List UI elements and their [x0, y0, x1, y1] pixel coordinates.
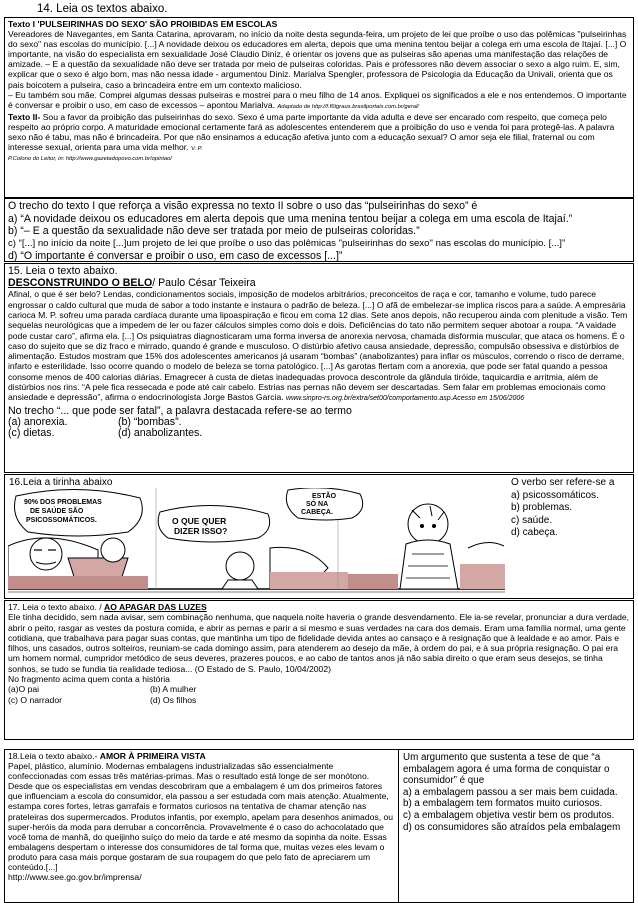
q16-option-a[interactable]: a) psicossomáticos.	[511, 489, 599, 501]
q17-option-c[interactable]: (c) O narrador	[8, 694, 62, 705]
q16-heading: 16.Leia a tirinha abaixo	[9, 477, 113, 488]
q15-option-c[interactable]: (c) dietas.	[8, 427, 55, 440]
q18-text-column	[5, 750, 399, 903]
q17-option-a[interactable]: (a)O pai	[8, 684, 40, 695]
q15-option-b[interactable]: (b) “bombas”.	[118, 415, 182, 428]
q16-question-panel	[511, 477, 631, 540]
q17-heading-line	[8, 602, 630, 612]
q18-body: Papel, plástico, alumínio. Modernas embalagens industrializadas são essencialmente confeccionadas com essas três matérias-primas. Mas o resultado está longe de ser monótono. Desde que os especialistas em vendas descobriram que a embalagem é um dos primeiros fatores que influenciam a escola do consumidor, ela passou a ser estudada com mais atenção. Atualmente, estampa cores fortes, letras garrafais e formatos curiosos na tentativa de chamar atenção nas prateleiras dos supermercados. Produtos infantis, por exemplo, apelam para desenhos animados, ou super-heróis da moda para derrubar a concorrência. Provavelmente é o caso do achocolatado que você toma de manhã, do queijinho suíço do meio da tarde e até mesmo da sopinha da noite. Essas embalagens despertam o interesse dos consumidores de tal forma que, muitas vezes eles levam o produto para casa mais porque gostaram de sua roupagem do que pelo fato de apreciarem um conteúdo.[...]	[8, 761, 394, 873]
q17-option-b[interactable]: (b) A mulher	[150, 684, 197, 695]
balloon-1-text: 90% DOS PROBLEMAS DE SAÚDE SÃO PSICOSSOMÁTICOS.	[24, 499, 102, 524]
q15-options	[8, 417, 630, 440]
q14-text2-author: V. P.	[190, 146, 203, 153]
q14-text1-body: Vereadores de Navegantes, em Santa Catarina, aprovaram, no início da noite desta segunda-feira, um projeto de lei que proíbe o uso das polêmicas "pulseirinhas do sexo" nas escolas do município. [...] A novidade deixou os educadores em alerta, depois que uma menina tentou beijar a colega em uma escola de Itajaí. [...] O importante, na visão do especialista em sexualidade José Claudio Diniz, é orientar os jovens que as pulseiras são apenas uma manifestação das relações de amizade. – E a questão da sexualidade não deve ser tratada por meio de pulseiras coloridas. Pais e professores não devem associar o sexo a algo ruim. E, sim, explicar que o sexo é algo bom, mas não nessa idade - argumentou Diniz. Marialva Spengler, professora de Psicologia da Educação da Univali, orienta que os pais boicotem a pulseira, caso a brincadeira entre em um contexto malicioso.	[8, 29, 627, 90]
q15-heading: 15. Leia o texto abaixo.	[8, 265, 118, 277]
q14-option-a[interactable]: a) “A novidade deixou os educadores em alerta depois que uma menina tentou beijar a colega em uma escola de Itajaí.”	[8, 212, 573, 225]
q18-option-b[interactable]: b) a embalagem tem formatos muito curiosos.	[403, 798, 603, 810]
q14-texts-box	[4, 17, 634, 198]
q18-option-d[interactable]: d) os consumidores são atraídos pela embalagem	[403, 821, 621, 833]
q14-option-c[interactable]: c) “[...] no início da noite [...]um projeto de lei que proíbe o uso das polêmicas "pulseirinhas do sexo" nas escolas do município. [...]”	[8, 237, 566, 249]
q16-option-d[interactable]: d) cabeça.	[511, 527, 558, 538]
q18-question-column	[403, 750, 631, 835]
q15-title-line	[8, 277, 630, 289]
q18-option-c[interactable]: c) a embalagem objetiva vestir bem os produtos.	[403, 809, 615, 821]
q14-question-box	[4, 198, 634, 262]
q14-text2-source: P.Colono do Leitor, in: http://www.gazetadopovo.com.br/opiniao/	[8, 156, 172, 163]
q14-text2	[8, 112, 630, 154]
q18-question: Um argumento que sustenta a tese de que “a embalagem agora é uma forma de conquistar o consumidor” é que	[403, 752, 610, 787]
q17-body: Ele tinha decidido, sem nada avisar, sem combinação nenhuma, que naquela noite haveria o grande desvendamento. Ele ia-se revelar, pronunciar a dura verdade, abrir o peito, rasgar as vestes da postura comida, e abrir as pernas e parir a si mesmo e suas verdades na cara dos demais. Eram uma família normal, uma gente cotidiana, que trabalhava para pagar suas contas, que mantinha um tipo de fidelidade devida antes ao cansaço e à resignação que à lealdade e ao amor. Pais e filhos, uns casados, outros solteiros, reuniam-se cada domingo assim, para atenderem ao desejo da mãe, à ordem do pai, e à sua própria resignação. O pai era um homem normal, cumpridor metódico de seus deveres, prazeres poucos, e ao cabo de tantos anos já não sabia direito o que eram seus desejos, se tinha sonhos, se tudo se fundia tia realidade tediosa... (O Estado de S. Paulo, 10/04/2002)	[8, 612, 630, 674]
q14-question: O trecho do texto I que reforça a visão expressa no texto II sobre o uso das “pulseirinhas do sexo” é	[8, 200, 478, 212]
q15-option-d[interactable]: (d) anabolizantes.	[118, 427, 203, 440]
q17-option-d[interactable]: (d) Os filhos	[150, 694, 197, 705]
q15-body	[8, 289, 630, 404]
q17-heading: 17. Leia o texto abaixo. /	[8, 602, 102, 612]
q17-question: No fragmento acima quem conta a história	[8, 674, 170, 685]
q18-box	[4, 749, 634, 903]
q18-title: AMOR À PRIMEIRA VISTA	[99, 751, 206, 761]
q15-author: / Paulo César Teixeira	[152, 277, 256, 290]
q18-option-a[interactable]: a) a embalagem passou a ser mais bem cuidada.	[403, 786, 618, 798]
q15-title: DESCONSTRUINDO O BELO	[8, 277, 153, 290]
q16-option-c[interactable]: c) saúde.	[511, 514, 553, 526]
q16-box	[4, 474, 634, 599]
balloon-2-text: O QUE QUER DIZER ISSO?	[172, 516, 228, 536]
q18-heading: 18.Leia o texto abaixo.-	[8, 751, 98, 761]
q15-option-a[interactable]: (a) anorexia.	[8, 415, 68, 428]
q15-source: www.sinpro-rs.org.br/extra/set00/comportamento.asp.Acesso em 15/06/2006	[286, 395, 525, 403]
q14-option-b[interactable]: b) “– E a questão da sexualidade não deve ser tratada por meio de pulseiras coloridas.”	[8, 225, 420, 238]
q14-text2-body: Sou a favor da proibição das pulseirinhas do sexo. Sexo é uma parte importante da vida adulta e deve ser encarado com respeito, que começa pelo respeito ao próprio corpo. A maturidade emocional certamente fará as adolescentes entenderem que a proibição do uso e venda foi para protegê-las. A palavra sexo não é tabu, mas não é brincadeira. Por que não ensinamos a educação afetiva junto com a educação sexual? O amor seja ele filial, fraternal ou com interesse sexual, orienta para uma vida melhor.	[8, 111, 615, 153]
q17-title: AO APAGAR DAS LUZES	[104, 602, 207, 612]
q14-text1-source: Adaptado de http://f.f6tgraus.brasilportais.com.br/geral/	[277, 103, 419, 110]
comic-strip-image	[8, 488, 505, 597]
q17-options	[8, 684, 630, 704]
q15-body-text: Afinal, o que é ser belo? Lendas, condicionamentos sociais, imposição de modelos arbitrários, preconceitos de raça e cor, tamanho e volume, tudo parece engrossar o caldo cultural que muda de sabor a todo instante e instaura o padrão de beleza. [...] O afã de embelezar-se implica riscos para a saúde. A empresária carioca M. P. sofreu uma parada cardíaca durante uma lipoaspiração e ficou em coma 12 dias. Sete anos depois, não recuperou ainda com plenitude a visão. Tem sequelas neurológicas que a impedem de ler ou fazer cálculos simples como dois e dois. Deficiências do tato não permitem sequer abotoar a roupa. “A vaidade pode custar caro”, afirma ela. [...] Os psiquiatras diagnosticaram uma forma inversa de anorexia nervosa, chamada disformia muscular, que ataca os homens. É o caso do sujeito que se diz fraco e mirrado, quando é grande e musculoso. O distúrbio afetivo causa ansiedade, depressão, compulsão obsessiva e distúrbios de alimentação. Estudos mostram que 15% dos adolescentes americanos já usaram “bombas” (anabolizantes) para inflar os músculos, correndo o risco de derrame, infarto e esterilidade. Isso ocorre quando o modelo de beleza se torna patológico. [...] As garotas flertam com a anorexia, que pode ser fatal quando a pessoa consome menos de 400 calorias diárias. Emagrecer à custa de dietas inadequadas provoca descontrole da glândula tiróide, taquicardia e arritmia, além de distúrbios nos rins. “A pele fica ressecada e pode até cair cabelo. Estrias nas pernas não devem ser descartadas. Sem falar em problemas emocionais como ansiedade e depressão”, afirma o endocrinologista Jorge Bastos Garcia.	[8, 289, 628, 403]
q15-question: No trecho “... que pode ser fatal”, a palavra destacada refere-se ao termo	[8, 404, 352, 417]
balloon-3-text: ESTÃO SÓ NA CABEÇA.	[301, 493, 337, 516]
q14-text1-body2	[8, 90, 630, 112]
q14-text1-body2-text: – Eu também sou mãe. Comprei algumas dessas pulseiras e mostrei para o meu filho de 14 anos. Expliquei os significados a ele e nos entendemos. O importante é conversar e proibir o uso, em caso de excessos – apontou Marialva.	[8, 89, 627, 110]
q16-question: O verbo ser refere-se a	[511, 477, 615, 488]
q18-source: http://www.see.go.gov.br/imprensa/	[8, 872, 142, 883]
q17-box	[4, 600, 634, 740]
q15-box	[4, 263, 634, 473]
q14-option-d[interactable]: d) “O importante é conversar e proibir o uso, em caso de excessos [...]”	[8, 250, 343, 262]
q16-option-b[interactable]: b) problemas.	[511, 502, 573, 513]
q18-heading-line	[8, 751, 395, 761]
q14-text1-title: Texto I 'PULSEIRINHAS DO SEXO' SÃO PROIBIDAS EM ESCOLAS	[8, 19, 278, 29]
q14-heading: 14. Leia os textos abaixo.	[37, 3, 168, 15]
q14-text2-title: Texto II-	[8, 111, 41, 122]
